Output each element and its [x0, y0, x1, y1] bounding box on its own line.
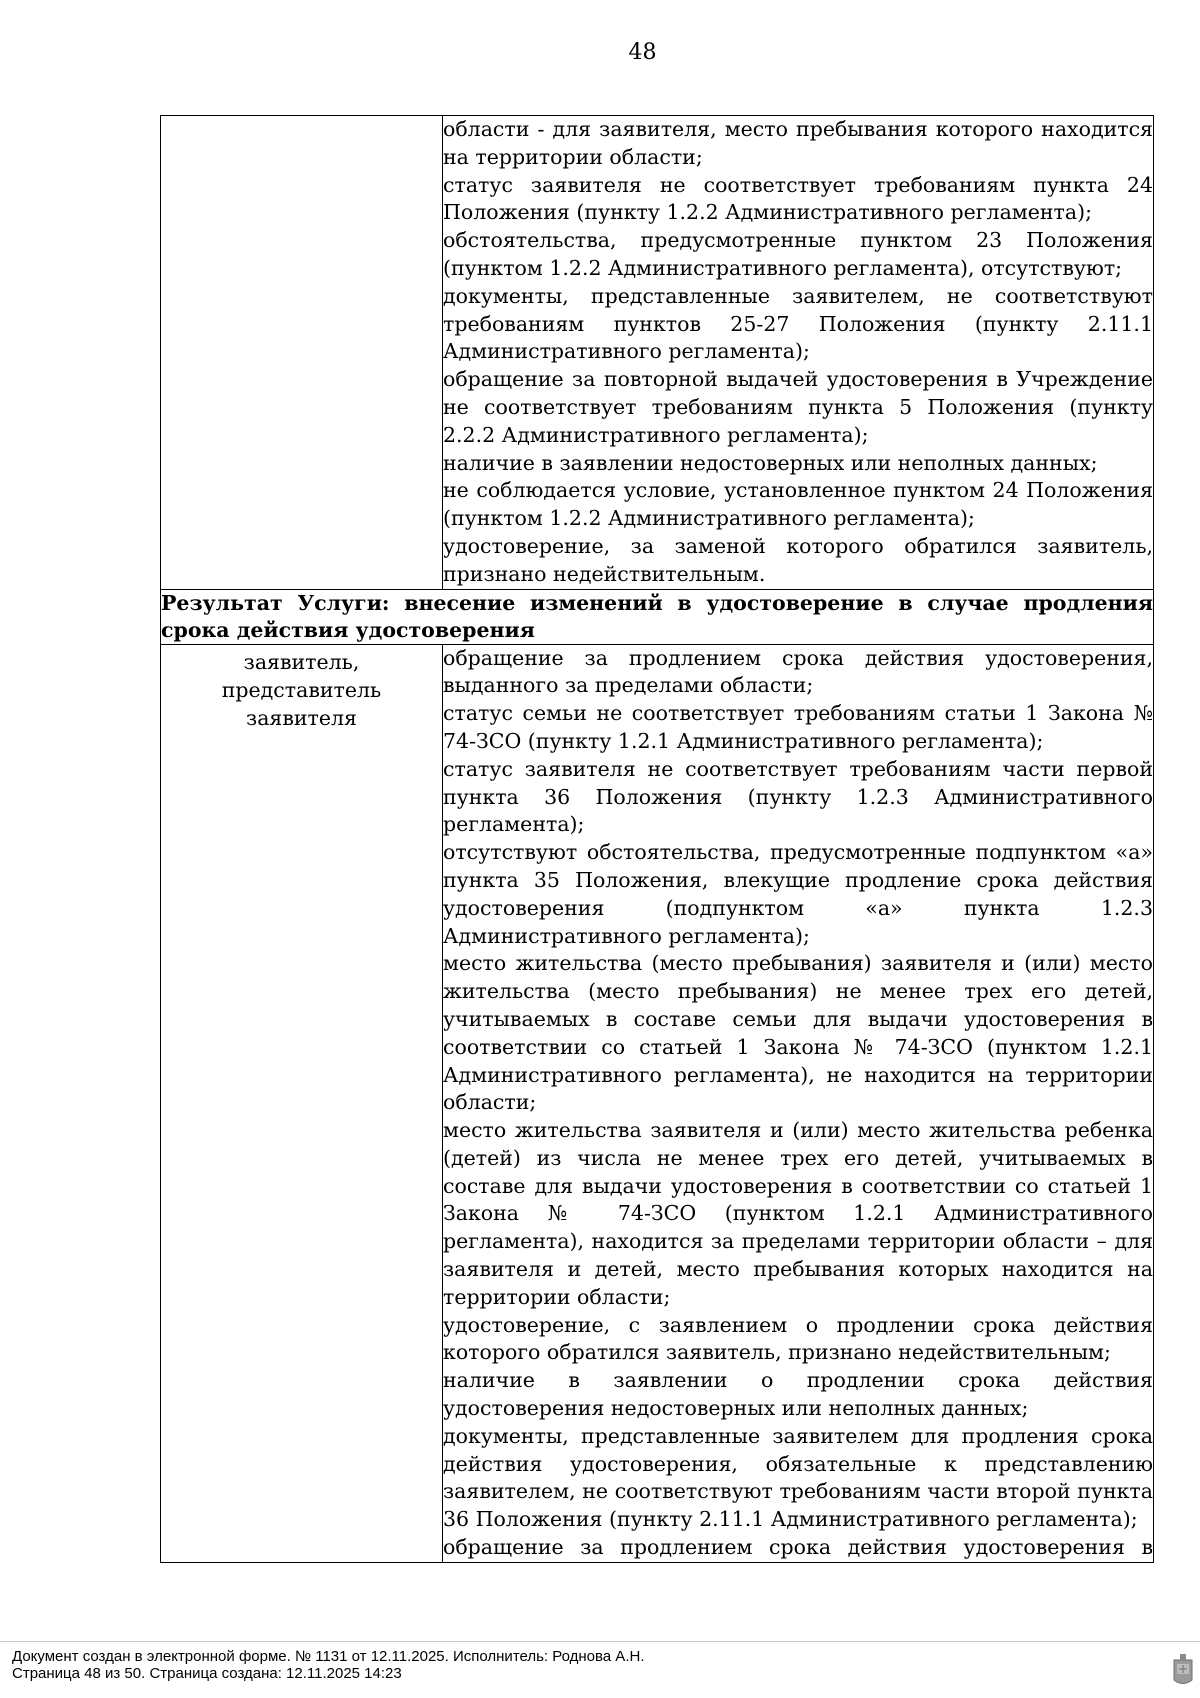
ground-item: статус заявителя не соответствует требованиям части первой пункта 36 Положения (пункту 1.2.3 Административного регламента);	[443, 756, 1153, 837]
ground-item: статус семьи не соответствует требованиям статьи 1 Закона № 74-ЗСО (пункту 1.2.1 Административного регламента);	[443, 701, 1153, 753]
footer-page-info: Страница 48 из 50. Страница создана: 12.11.2025 14:23	[12, 1665, 402, 1682]
table-cell-applicant	[161, 116, 443, 590]
document-table	[160, 115, 1154, 1563]
footer-divider	[0, 1641, 1200, 1642]
section-heading-row	[161, 589, 1154, 644]
ground-item: обращение за продлением срока действия удостоверения в	[443, 1535, 1153, 1560]
ground-item: место жительства (место пребывания) заявителя и (или) место жительства (место пребывания) не менее трех его детей, учитываемых в составе семьи для выдачи удостоверения в соответствии со статьей 1 Закона № 74-ЗСО (пунктом 1.2.1 Административного регламента), не находится на территории области;	[443, 951, 1153, 1115]
page-number: 48	[628, 40, 657, 65]
table-row	[161, 116, 1154, 590]
ground-item: не соблюдается условие, установленное пунктом 24 Положения (пунктом 1.2.2 Административного регламента);	[443, 478, 1153, 531]
section-heading: Результат Услуги: внесение изменений в удостоверение в случае продления срока действия удостоверения	[161, 589, 1154, 644]
ground-item: обращение за повторной выдачей удостоверения в Учреждение не соответствует требованиям пункта 5 Положения (пункту 2.2.2 Административного регламента);	[443, 367, 1153, 447]
ground-item: обращение за продлением срока действия удостоверения, выданного за пределами области;	[443, 645, 1153, 698]
ground-item: отсутствуют обстоятельства, предусмотренные подпунктом «а» пункта 35 Положения, влекущие продление срока действия удостоверения (подпунктом «а» пункта 1.2.3 Административного регламента);	[443, 840, 1153, 948]
document-footer	[12, 1648, 644, 1682]
ground-item: место жительства заявителя и (или) место жительства ребенка (детей) из числа не менее трех его детей, учитываемых в составе для выдачи удостоверения в соответствии со статьей 1 Закона № 74-ЗСО (пунктом 1.2.1 Административного регламента), находится за пределами территории области – для заявителя и детей, место пребывания которых находится на территории области;	[443, 1118, 1153, 1309]
footer-document-info: Документ создан в электронной форме. № 1131 от 12.11.2025. Исполнитель: Роднова А.Н.	[12, 1648, 645, 1665]
applicant-category: заявитель, представитель заявителя	[221, 649, 382, 730]
ground-item: наличие в заявлении о продлении срока действия удостоверения недостоверных или неполных данных;	[443, 1368, 1153, 1421]
ground-item: области - для заявителя, место пребывания которого находится на территории области;	[443, 117, 1153, 169]
table-cell-grounds	[443, 644, 1154, 1562]
ground-item: обстоятельства, предусмотренные пунктом 23 Положения (пунктом 1.2.2 Административного регламента), отсутствуют;	[443, 228, 1153, 280]
ground-item: удостоверение, с заявлением о продлении срока действия которого обратился заявитель, признано недействительным;	[443, 1312, 1153, 1365]
applicant-category	[161, 116, 442, 119]
table-cell-grounds	[443, 116, 1154, 590]
ground-item: наличие в заявлении недостоверных или неполных данных;	[443, 450, 1098, 475]
ground-item: документы, представленные заявителем, не соответствуют требованиям пунктов 25-27 Положения (пункту 2.11.1 Административного регламента);	[443, 283, 1153, 364]
ground-item: статус заявителя не соответствует требованиям пункта 24 Положения (пункту 1.2.2 Административного регламента);	[443, 172, 1153, 225]
ground-item: документы, представленные заявителем для продления срока действия удостоверения, обязательные к представлению заявителем, не соответствуют требованиям части второй пункта 36 Положения (пункту 2.11.1 Административного регламента);	[443, 1423, 1153, 1532]
coat-of-arms-icon	[1171, 1652, 1195, 1688]
ground-item: удостоверение, за заменой которого обратился заявитель, признано недействительным.	[443, 533, 1153, 586]
table-row	[161, 644, 1154, 1562]
table-cell-applicant	[161, 644, 443, 1562]
